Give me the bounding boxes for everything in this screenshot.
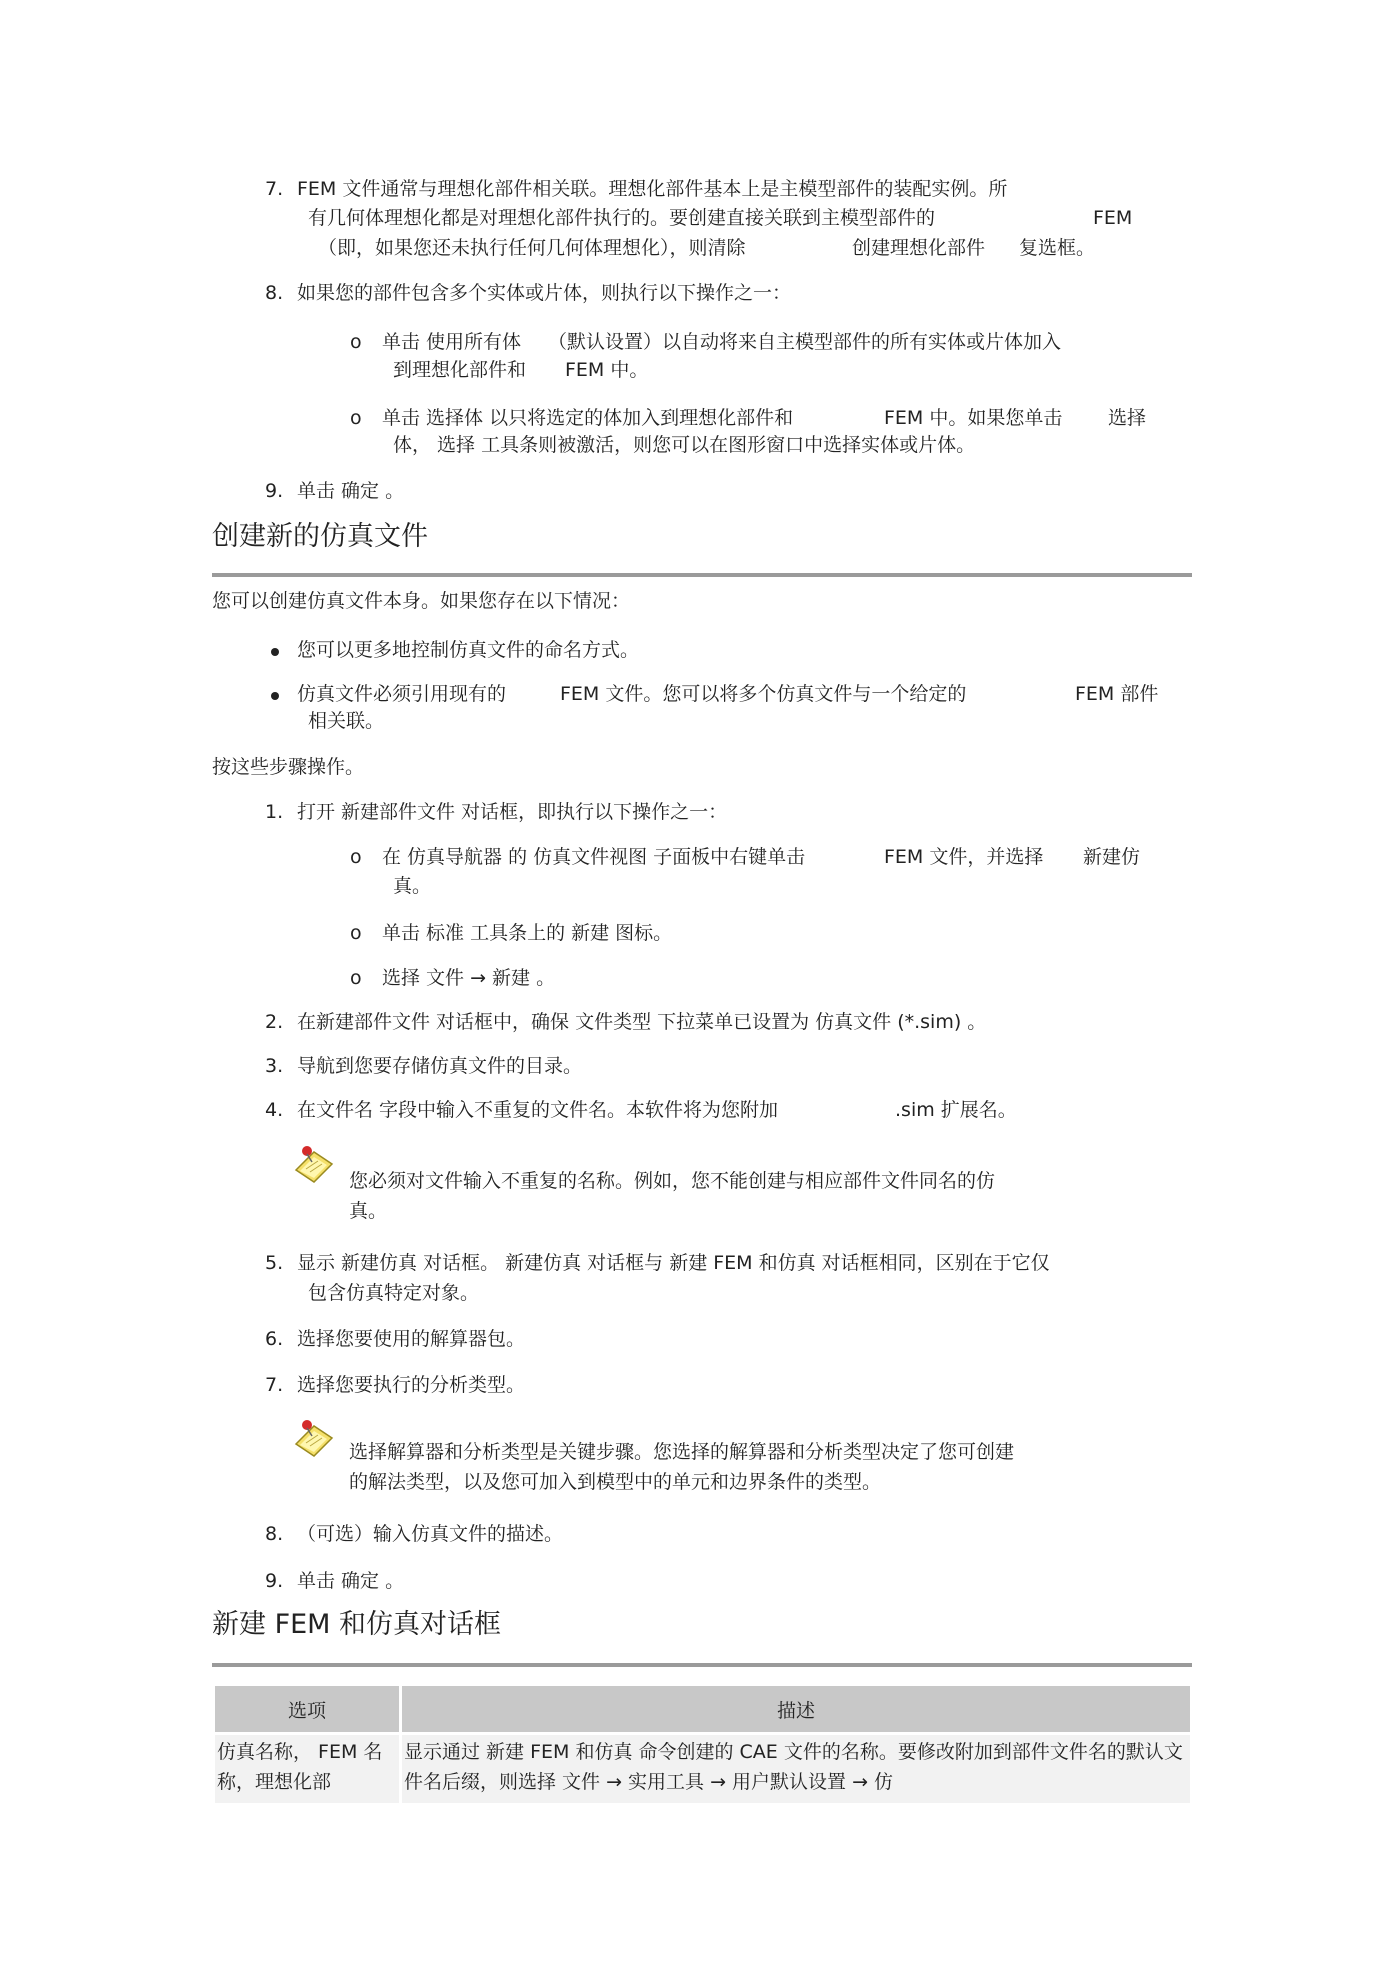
step-text: 在文件名 字段中输入不重复的文件名。本软件将为您附加 (297, 1099, 779, 1121)
section-heading: 创建新的仿真文件 (212, 521, 428, 552)
sub-bullet-marker: o (350, 846, 362, 868)
step-number: 9. (265, 1570, 284, 1592)
table-header-option: 选项 (215, 1686, 399, 1732)
sub-item-text: （默认设置）以自动将来自主模型部件的所有实体或片体加入 (548, 331, 1062, 353)
step-text: 选择您要使用的解算器包。 (297, 1328, 526, 1350)
sub-item-text: 单击 使用所有体 (382, 331, 522, 353)
sub-item-text: 体， 选择 工具条则被激活，则您可以在图形窗口中选择实体或片体。 (393, 434, 976, 456)
paragraph: 按这些步骤操作。 (212, 756, 365, 778)
note-text: 选择解算器和分析类型是关键步骤。您选择的解算器和分析类型决定了您可创建 (349, 1441, 1015, 1463)
step-number: 1. (265, 801, 284, 823)
step-number: 6. (265, 1328, 284, 1350)
sub-bullet-marker: o (350, 922, 362, 944)
options-table (212, 1683, 1193, 1806)
step-text: 打开 新建部件文件 对话框，即执行以下操作之一： (297, 801, 728, 823)
sub-item-text: 单击 标准 工具条上的 新建 图标。 (382, 922, 673, 944)
bullet-text: FEM 部件 (1075, 683, 1159, 705)
step-number: 8. (265, 1523, 284, 1545)
step-number: 9. (265, 480, 284, 502)
sub-item-text: 选择 (1108, 407, 1147, 429)
table-cell-option: 仿真名称， FEM 名称，理想化部 (215, 1735, 399, 1803)
step-text: （可选）输入仿真文件的描述。 (297, 1523, 564, 1545)
step-number: 7. (265, 178, 284, 200)
bullet-text: FEM 文件。您可以将多个仿真文件与一个给定的 (560, 683, 967, 705)
step-text: 有几何体理想化都是对理想化部件执行的。要创建直接关联到主模型部件的 (308, 207, 936, 229)
step-text: FEM (1093, 207, 1133, 229)
step-text: （即，如果您还未执行任何几何体理想化），则清除 (318, 237, 746, 259)
note-text: 的解法类型，以及您可加入到模型中的单元和边界条件的类型。 (349, 1471, 882, 1493)
sub-item-text: 单击 选择体 以只将选定的体加入到理想化部件和 (382, 407, 794, 429)
step-number: 4. (265, 1099, 284, 1121)
table-cell-description: 显示通过 新建 FEM 和仿真 命令创建的 CAE 文件的名称。要修改附加到部件文件名的默认文件名后缀，则选择 文件 → 实用工具 → 用户默认设置 → 仿 (402, 1735, 1190, 1803)
sub-item-text: 在 仿真导航器 的 仿真文件视图 子面板中右键单击 (382, 846, 806, 868)
step-number: 8. (265, 282, 284, 304)
section-heading: 新建 FEM 和仿真对话框 (212, 1609, 502, 1640)
sub-item-text: FEM 中。 (565, 359, 649, 381)
step-text: 单击 确定 。 (297, 480, 405, 502)
step-text: 单击 确定 。 (297, 1570, 405, 1592)
step-text: 选择您要执行的分析类型。 (297, 1374, 526, 1396)
sub-bullet-marker: o (350, 407, 362, 429)
step-text: 显示 新建仿真 对话框。 新建仿真 对话框与 新建 FEM 和仿真 对话框相同，区别在于它仅 (297, 1252, 1050, 1274)
step-text: 包含仿真特定对象。 (308, 1282, 480, 1304)
bullet-text: 相关联。 (308, 710, 385, 732)
section-divider (212, 573, 1192, 577)
step-text: 导航到您要存储仿真文件的目录。 (297, 1055, 583, 1077)
step-text: 如果您的部件包含多个实体或片体，则执行以下操作之一： (297, 282, 792, 304)
note-icon (292, 1144, 336, 1184)
bullet-text: 仿真文件必须引用现有的 (297, 683, 507, 705)
sub-item-text: 真。 (393, 875, 432, 897)
sub-item-text: 到理想化部件和 (393, 359, 527, 381)
bullet-text: 您可以更多地控制仿真文件的命名方式。 (297, 639, 640, 661)
step-number: 3. (265, 1055, 284, 1077)
paragraph: 您可以创建仿真文件本身。如果您存在以下情况： (212, 590, 631, 612)
step-number: 5. (265, 1252, 284, 1274)
step-number: 7. (265, 1374, 284, 1396)
step-text: 创建理想化部件 (852, 237, 986, 259)
step-text: FEM 文件通常与理想化部件相关联。理想化部件基本上是主模型部件的装配实例。所 (297, 178, 1008, 200)
section-divider (212, 1663, 1192, 1667)
table-row (215, 1735, 1190, 1803)
step-text: 复选框。 (1019, 237, 1096, 259)
sub-item-text: 选择 文件 → 新建 。 (382, 967, 556, 989)
step-text: 在新建部件文件 对话框中，确保 文件类型 下拉菜单已设置为 仿真文件 (*.sim) 。 (297, 1011, 987, 1033)
step-text: .sim 扩展名。 (895, 1099, 1017, 1121)
note-text: 您必须对文件输入不重复的名称。例如，您不能创建与相应部件文件同名的仿 (349, 1170, 996, 1192)
bullet-marker (271, 648, 279, 656)
bullet-marker (271, 692, 279, 700)
table-header-row (215, 1686, 1190, 1732)
note-text: 真。 (349, 1200, 388, 1222)
note-icon (292, 1418, 336, 1458)
table-header-description: 描述 (402, 1686, 1190, 1732)
sub-bullet-marker: o (350, 967, 362, 989)
sub-item-text: FEM 文件，并选择 (884, 846, 1044, 868)
step-number: 2. (265, 1011, 284, 1033)
sub-item-text: FEM 中。如果您单击 (884, 407, 1063, 429)
sub-item-text: 新建仿 (1083, 846, 1141, 868)
sub-bullet-marker: o (350, 331, 362, 353)
